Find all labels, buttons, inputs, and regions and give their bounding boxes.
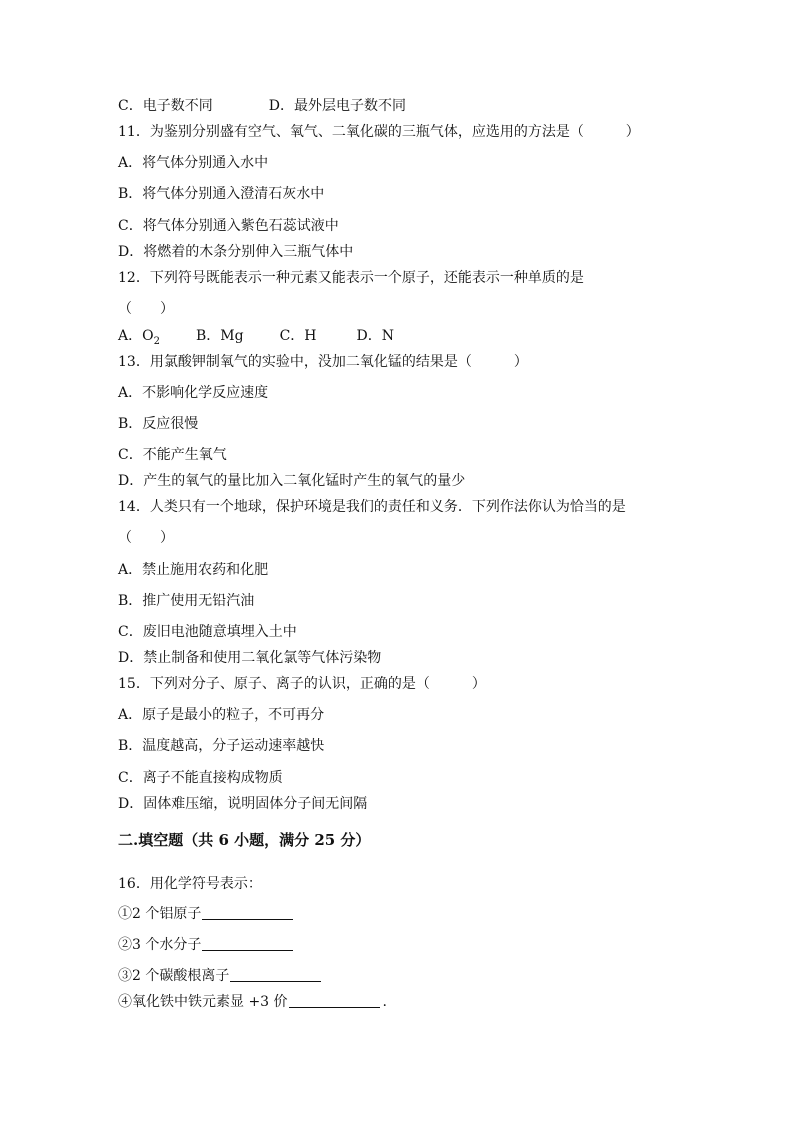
- q11-option-a: A．将气体分别通入水中: [118, 155, 269, 171]
- q12-option-c: C．H: [279, 328, 317, 344]
- q12-option-d: D．N: [356, 328, 394, 344]
- q10-option-c: C．电子数不同: [118, 98, 213, 114]
- q14-paren: （ ）: [118, 530, 174, 546]
- q13-option-b: B．反应很慢: [118, 416, 199, 432]
- q12-option-a: A．$O_2$: [118, 328, 160, 347]
- q14-option-c: C．废旧电池随意填埋入土中: [118, 624, 297, 640]
- q16-end-period: .: [382, 994, 387, 1010]
- q13-option-a: A．不影响化学反应速度: [118, 385, 269, 401]
- q13-stem: 13．用氯酸钾制氧气的实验中，没加二氧化锰的结果是（ ）: [118, 354, 528, 370]
- q13-option-d: D．产生的氧气的量比加入二氧化锰时产生的氧气的量少: [118, 473, 466, 489]
- q14-option-d: D．禁止制备和使用二氧化氯等气体污染物: [118, 650, 382, 666]
- q13-option-c: C．不能产生氧气: [118, 447, 227, 463]
- q14-stem: 14．人类只有一个地球，保护环境是我们的责任和义务．下列作法你认为恰当的是: [118, 499, 626, 515]
- q15-stem: 15．下列对分子、原子、离子的认识，正确的是（ ）: [118, 676, 486, 692]
- q12-options: [118, 327, 394, 345]
- q16-answer-blank-1[interactable]: [202, 905, 293, 920]
- q11-option-b: B．将气体分别通入澄清石灰水中: [118, 186, 325, 202]
- q16-item-1: ①2 个铝原子: [118, 905, 293, 923]
- q15-option-c: C．离子不能直接构成物质: [118, 770, 283, 786]
- q16-item-3: ③2 个碳酸根离子: [118, 967, 321, 985]
- q14-option-a: A．禁止施用农药和化肥: [118, 562, 269, 578]
- q11-option-d: D．将燃着的木条分别伸入三瓶气体中: [118, 244, 354, 260]
- q15-option-b: B．温度越高，分子运动速率越快: [118, 738, 325, 754]
- q15-option-d: D．固体难压缩，说明固体分子间无间隔: [118, 796, 368, 812]
- q12-option-b: B．Mg: [195, 328, 244, 344]
- q16-answer-blank-4[interactable]: [289, 993, 380, 1008]
- q11-option-c: C．将气体分别通入紫色石蕊试液中: [118, 218, 339, 234]
- q16-item-2: ②3 个水分子: [118, 936, 293, 954]
- section-2-heading: 二.填空题（共 6 小题，满分 25 分）: [118, 831, 371, 849]
- q14-option-b: B．推广使用无铅汽油: [118, 593, 255, 609]
- q12-option-a-subscript: 2: [153, 335, 160, 347]
- q16-stem: 16．用化学符号表示：: [118, 876, 262, 892]
- q16-item-4: ④氧化铁中铁元素显 +3 价 .: [118, 994, 387, 1010]
- q16-answer-blank-2[interactable]: [202, 936, 293, 951]
- q12-stem: 12．下列符号既能表示一种元素又能表示一个原子，还能表示一种单质的是: [118, 270, 584, 286]
- q10-options-cd: [118, 97, 406, 115]
- q16-answer-blank-3[interactable]: [230, 967, 321, 982]
- q12-paren: （ ）: [118, 301, 174, 317]
- q11-stem: 11．为鉴别分别盛有空气、氧气、二氧化碳的三瓶气体，应选用的方法是（ ）: [118, 124, 640, 140]
- q10-option-d: D．最外层电子数不同: [268, 98, 406, 114]
- q15-option-a: A．原子是最小的粒子，不可再分: [118, 707, 325, 723]
